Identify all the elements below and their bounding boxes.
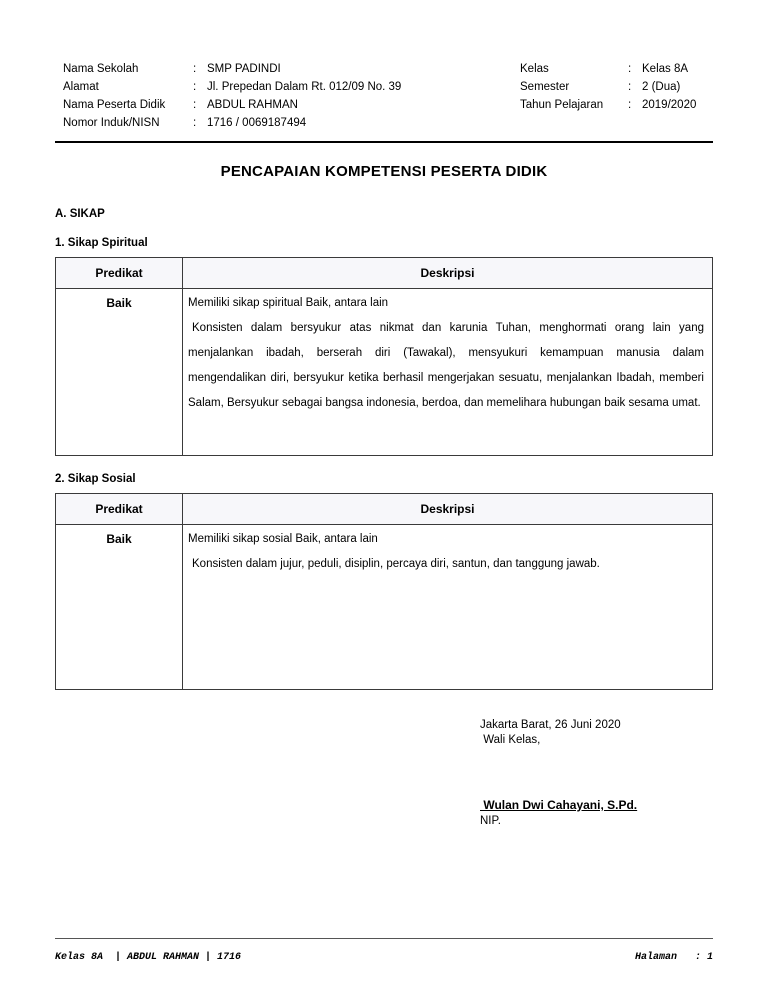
field-label: Alamat (63, 81, 99, 93)
field-value: ABDUL RAHMAN (207, 99, 298, 111)
field-value: Kelas 8A (642, 63, 689, 75)
field-value: 1716 / 0069187494 (207, 117, 307, 129)
column-header-deskripsi: Deskripsi (183, 258, 713, 289)
identity-row-school-name (63, 60, 520, 78)
table-row (56, 525, 713, 690)
page-footer (55, 938, 713, 963)
signature-block (480, 718, 713, 829)
predikat-value: Baik (56, 525, 183, 690)
identity-row-semester (520, 78, 713, 96)
field-label: Tahun Pelajaran (520, 99, 604, 111)
field-separator: : (628, 63, 632, 75)
sikap-sosial-table (55, 493, 713, 690)
field-separator: : (628, 81, 632, 93)
identity-row-student-number (63, 114, 520, 132)
signature-place-date: Jakarta Barat, 26 Juni 2020 (480, 719, 621, 731)
field-value: Jl. Prepedan Dalam Rt. 012/09 No. 39 (207, 81, 402, 93)
field-separator: : (193, 99, 197, 111)
sikap-spiritual-table (55, 257, 713, 456)
section-a-heading: A. SIKAP (55, 208, 105, 220)
column-header-deskripsi: Deskripsi (183, 494, 713, 525)
deskripsi-intro: Memiliki sikap spiritual Baik, antara lain (188, 297, 389, 309)
column-header-predikat: Predikat (56, 494, 183, 525)
predikat-value: Baik (56, 289, 183, 456)
field-label: Semester (520, 81, 570, 93)
signature-nip-label: NIP. (480, 815, 501, 827)
identity-row-class (520, 60, 713, 78)
identity-left-column (63, 60, 520, 132)
header-divider (55, 141, 713, 143)
page-title: PENCAPAIAN KOMPETENSI PESERTA DIDIK (220, 163, 548, 180)
section-1-heading: 1. Sikap Spiritual (55, 237, 148, 249)
deskripsi-cell (183, 289, 713, 456)
field-value: SMP PADINDI (207, 63, 281, 75)
deskripsi-intro: Memiliki sikap sosial Baik, antara lain (188, 533, 378, 545)
table-header-row (56, 258, 713, 289)
field-label: Nama Sekolah (63, 63, 139, 75)
table-header-row (56, 494, 713, 525)
field-separator: : (628, 99, 632, 111)
signature-role: Wali Kelas, (480, 734, 541, 746)
field-label: Nomor Induk/NISN (63, 117, 160, 129)
field-label: Nama Peserta Didik (63, 99, 166, 111)
section-2-heading: 2. Sikap Sosial (55, 473, 136, 485)
deskripsi-body: Konsisten dalam jujur, peduli, disiplin, percaya diri, santun, dan tanggung jawab. (192, 558, 600, 570)
signature-name: Wulan Dwi Cahayani, S.Pd. (480, 798, 638, 812)
field-value: 2019/2020 (642, 99, 697, 111)
identity-right-column (520, 60, 713, 132)
column-header-predikat: Predikat (56, 258, 183, 289)
table-row (56, 289, 713, 456)
deskripsi-body: Konsisten dalam bersyukur atas nikmat dan karunia Tuhan, menghormati orang lain yang menjalankan ibadah, berserah diri (Tawakal), mensyukuri kemampuan manusia dalam mengendalikan diri, bersyukur ketika berhasil mengerjakan sesuatu, menjalankan Ibadah, memberi Salam, Bersyukur sebagai bangsa indonesia, berdoa, dan memelihara hubungan baik sesama umat. (188, 322, 704, 409)
identity-row-address (63, 78, 520, 96)
field-label: Kelas (520, 63, 549, 75)
footer-left-text: Kelas 8A | ABDUL RAHMAN | 1716 (55, 952, 242, 963)
deskripsi-cell (183, 525, 713, 690)
identity-header (63, 60, 713, 132)
field-separator: : (193, 81, 197, 93)
field-separator: : (193, 117, 197, 129)
field-separator: : (193, 63, 197, 75)
identity-row-student-name (63, 96, 520, 114)
footer-page-number: Halaman : 1 (634, 952, 713, 963)
identity-row-school-year (520, 96, 713, 114)
field-value: 2 (Dua) (642, 81, 681, 93)
